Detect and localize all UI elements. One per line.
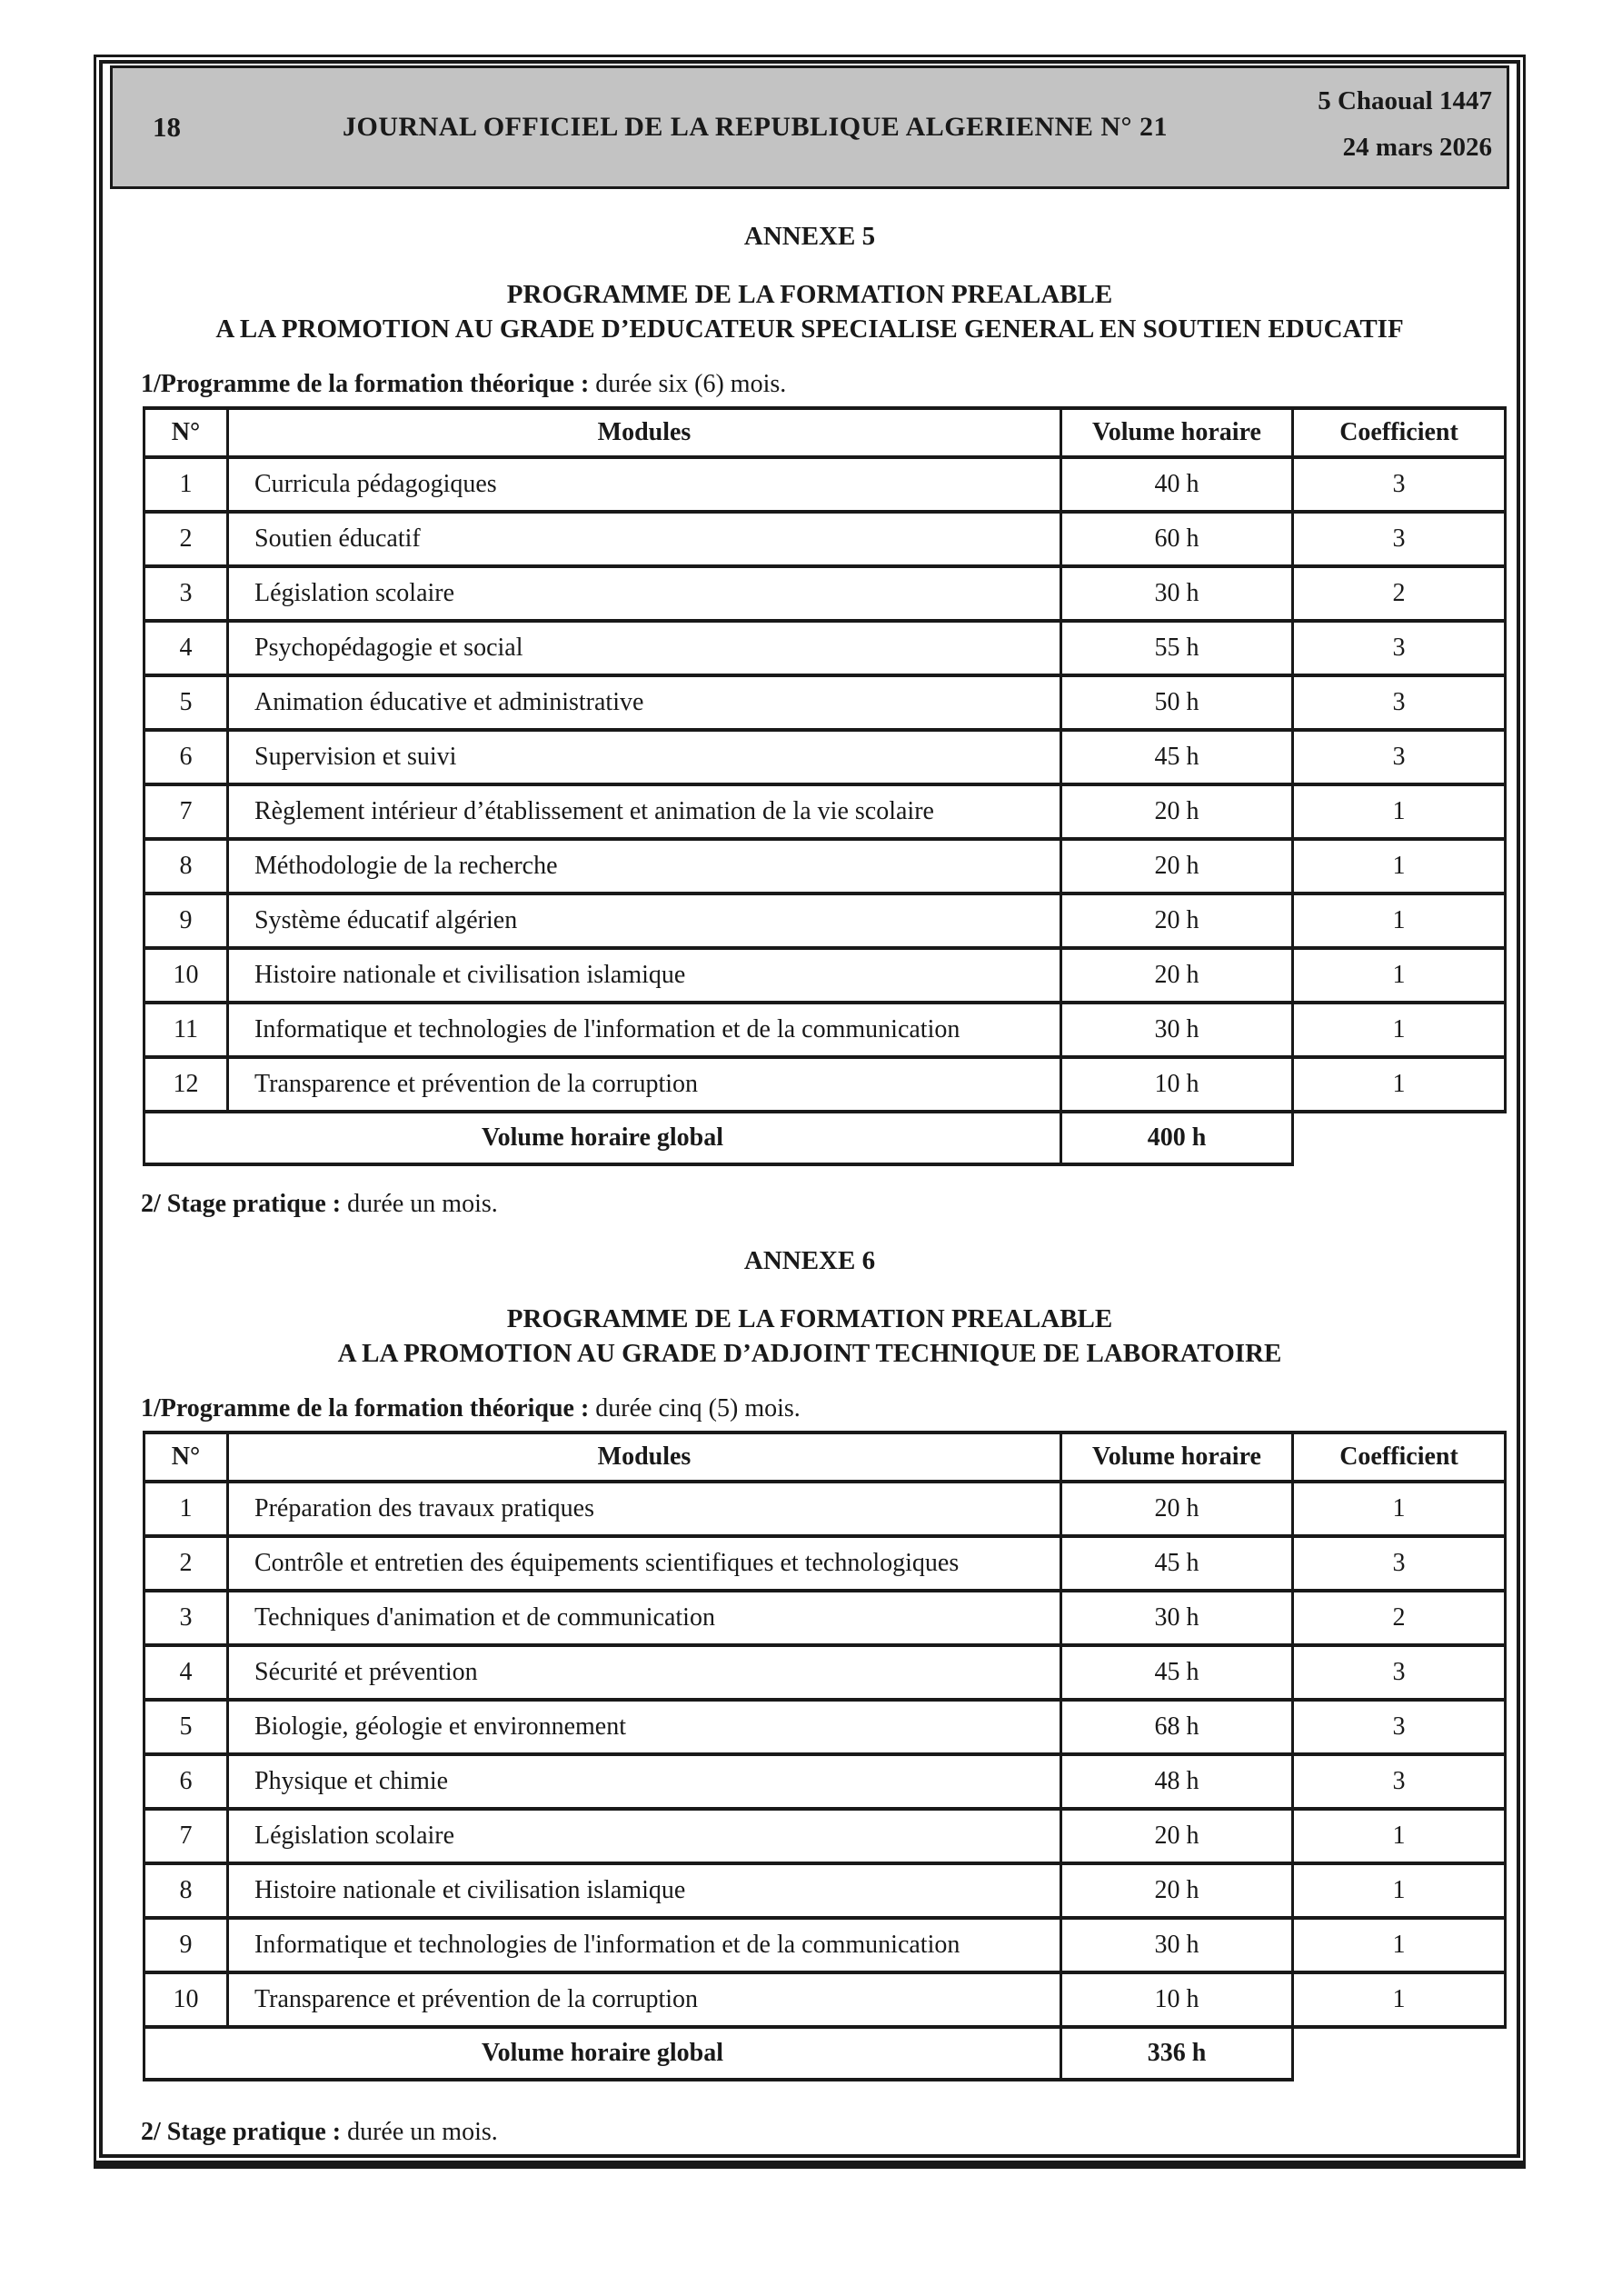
- coefficient-cell: 1: [1293, 1482, 1506, 1536]
- volume-cell: 30 h: [1061, 1003, 1293, 1057]
- module-name-cell: Soutien éducatif: [228, 512, 1061, 566]
- coefficient-cell: 2: [1293, 566, 1506, 621]
- total-row: [144, 2027, 1506, 2080]
- module-row: [144, 1918, 1506, 1972]
- module-name-cell: Système éducatif algérien: [228, 893, 1061, 948]
- total-row: [144, 1112, 1506, 1164]
- masthead-dates: [1318, 78, 1492, 171]
- module-row: [144, 948, 1506, 1003]
- volume-cell: 20 h: [1061, 1863, 1293, 1918]
- module-row: [144, 1591, 1506, 1645]
- row-number-cell: 1: [144, 457, 228, 512]
- coefficient-cell: 1: [1293, 893, 1506, 948]
- module-row: [144, 566, 1506, 621]
- annexe-5-title-line1: PROGRAMME DE LA FORMATION PREALABLE: [506, 280, 1113, 309]
- volume-cell: 20 h: [1061, 893, 1293, 948]
- volume-cell: 30 h: [1061, 1591, 1293, 1645]
- row-number-cell: 7: [144, 784, 228, 839]
- volume-cell: 48 h: [1061, 1754, 1293, 1809]
- row-number-cell: 10: [144, 948, 228, 1003]
- module-row: [144, 457, 1506, 512]
- col-header-volume: Volume horaire: [1061, 1433, 1293, 1482]
- module-row: [144, 1700, 1506, 1754]
- volume-cell: 20 h: [1061, 784, 1293, 839]
- coefficient-cell: 1: [1293, 839, 1506, 893]
- coefficient-cell: 3: [1293, 1754, 1506, 1809]
- module-row: [144, 1482, 1506, 1536]
- theory-text: durée six (6) mois.: [589, 370, 787, 398]
- coefficient-cell: 1: [1293, 784, 1506, 839]
- volume-cell: 45 h: [1061, 1645, 1293, 1700]
- module-name-cell: Préparation des travaux pratiques: [228, 1482, 1061, 1536]
- module-name-cell: Animation éducative et administrative: [228, 675, 1061, 730]
- volume-cell: 60 h: [1061, 512, 1293, 566]
- volume-cell: 10 h: [1061, 1057, 1293, 1112]
- theory-text: durée cinq (5) mois.: [589, 1394, 801, 1423]
- module-name-cell: Transparence et prévention de la corruption: [228, 1057, 1061, 1112]
- module-row: [144, 1057, 1506, 1112]
- module-name-cell: Histoire nationale et civilisation islamique: [228, 948, 1061, 1003]
- row-number-cell: 8: [144, 1863, 228, 1918]
- coefficient-cell: 3: [1293, 1536, 1506, 1591]
- module-name-cell: Informatique et technologies de l'information et de la communication: [228, 1918, 1061, 1972]
- table-header-row: [144, 1433, 1506, 1482]
- module-row: [144, 1863, 1506, 1918]
- annexe-5-modules-table: [143, 406, 1507, 1166]
- row-number-cell: 4: [144, 621, 228, 675]
- page-number: 18: [153, 111, 181, 143]
- coefficient-cell: 3: [1293, 457, 1506, 512]
- date-hijri: 5 Chaoual 1447: [1318, 86, 1492, 115]
- table-header-row: [144, 408, 1506, 457]
- volume-cell: 55 h: [1061, 621, 1293, 675]
- page-frame-inner: [99, 60, 1520, 2158]
- row-number-cell: 3: [144, 566, 228, 621]
- row-number-cell: 3: [144, 1591, 228, 1645]
- module-row: [144, 784, 1506, 839]
- volume-cell: 45 h: [1061, 1536, 1293, 1591]
- coefficient-cell: 1: [1293, 1972, 1506, 2027]
- page-frame: [94, 55, 1526, 2169]
- coefficient-cell: 2: [1293, 1591, 1506, 1645]
- row-number-cell: 10: [144, 1972, 228, 2027]
- module-row: [144, 512, 1506, 566]
- volume-cell: 40 h: [1061, 457, 1293, 512]
- module-name-cell: Informatique et technologies de l'information et de la communication: [228, 1003, 1061, 1057]
- total-label-cell: Volume horaire global: [144, 2027, 1061, 2080]
- masthead: [110, 65, 1509, 189]
- annexe-5-title-line2: A LA PROMOTION AU GRADE D’EDUCATEUR SPECIALISE GENERAL EN SOUTIEN EDUCATIF: [215, 314, 1404, 344]
- module-name-cell: Psychopédagogie et social: [228, 621, 1061, 675]
- coefficient-cell: 3: [1293, 675, 1506, 730]
- module-row: [144, 1536, 1506, 1591]
- coefficient-cell: 3: [1293, 621, 1506, 675]
- annexe-6-stage-paragraph: [141, 2118, 1504, 2147]
- col-header-num: N°: [144, 1433, 228, 1482]
- col-header-num: N°: [144, 408, 228, 457]
- coefficient-cell: 3: [1293, 1700, 1506, 1754]
- total-label-cell: Volume horaire global: [144, 1112, 1061, 1164]
- col-header-volume: Volume horaire: [1061, 408, 1293, 457]
- coefficient-cell: 1: [1293, 1918, 1506, 1972]
- stage-label: 2/ Stage pratique :: [141, 1190, 342, 1218]
- col-header-coefficient: Coefficient: [1293, 408, 1506, 457]
- row-number-cell: 11: [144, 1003, 228, 1057]
- col-header-modules: Modules: [228, 1433, 1061, 1482]
- volume-cell: 30 h: [1061, 1918, 1293, 1972]
- stage-label: 2/ Stage pratique :: [141, 2118, 342, 2146]
- volume-cell: 68 h: [1061, 1700, 1293, 1754]
- volume-cell: 20 h: [1061, 839, 1293, 893]
- row-number-cell: 6: [144, 1754, 228, 1809]
- module-name-cell: Transparence et prévention de la corruption: [228, 1972, 1061, 2027]
- coefficient-cell: 3: [1293, 1645, 1506, 1700]
- module-row: [144, 893, 1506, 948]
- row-number-cell: 8: [144, 839, 228, 893]
- module-name-cell: Législation scolaire: [228, 1809, 1061, 1863]
- theory-label: 1/Programme de la formation théorique :: [141, 1394, 590, 1423]
- col-header-coefficient: Coefficient: [1293, 1433, 1506, 1482]
- annexe-6-title: [115, 1302, 1504, 1371]
- module-name-cell: Législation scolaire: [228, 566, 1061, 621]
- coefficient-cell: 1: [1293, 948, 1506, 1003]
- annexe-6-title-line2: A LA PROMOTION AU GRADE D’ADJOINT TECHNIQUE DE LABORATOIRE: [337, 1339, 1282, 1368]
- module-row: [144, 839, 1506, 893]
- row-number-cell: 5: [144, 675, 228, 730]
- module-name-cell: Contrôle et entretien des équipements scientifiques et technologiques: [228, 1536, 1061, 1591]
- annexe-5-theory-paragraph: [141, 370, 1504, 399]
- module-row: [144, 1003, 1506, 1057]
- col-header-modules: Modules: [228, 408, 1061, 457]
- module-name-cell: Histoire nationale et civilisation islamique: [228, 1863, 1061, 1918]
- empty-cell: [1293, 2027, 1506, 2080]
- volume-cell: 50 h: [1061, 675, 1293, 730]
- stage-text: durée un mois.: [341, 1190, 498, 1218]
- annexe-6-label: ANNEXE 6: [743, 1246, 876, 1275]
- annexe-6-modules-table: [143, 1431, 1507, 2081]
- row-number-cell: 1: [144, 1482, 228, 1536]
- coefficient-cell: 1: [1293, 1003, 1506, 1057]
- module-row: [144, 621, 1506, 675]
- date-gregorian: 24 mars 2026: [1342, 133, 1492, 162]
- total-value-cell: 400 h: [1061, 1112, 1293, 1164]
- row-number-cell: 2: [144, 512, 228, 566]
- page-content: [108, 222, 1511, 2147]
- module-name-cell: Physique et chimie: [228, 1754, 1061, 1809]
- empty-cell: [1293, 1112, 1506, 1164]
- annexe-5-title: [115, 277, 1504, 346]
- volume-cell: 45 h: [1061, 730, 1293, 784]
- module-row: [144, 1809, 1506, 1863]
- coefficient-cell: 3: [1293, 730, 1506, 784]
- module-row: [144, 1972, 1506, 2027]
- row-number-cell: 12: [144, 1057, 228, 1112]
- volume-cell: 30 h: [1061, 566, 1293, 621]
- module-row: [144, 675, 1506, 730]
- annexe-5-stage-paragraph: [141, 1190, 1504, 1219]
- coefficient-cell: 1: [1293, 1863, 1506, 1918]
- annexe-6-theory-paragraph: [141, 1394, 1504, 1423]
- row-number-cell: 6: [144, 730, 228, 784]
- volume-cell: 20 h: [1061, 1482, 1293, 1536]
- stage-text: durée un mois.: [341, 2118, 498, 2146]
- module-row: [144, 1645, 1506, 1700]
- coefficient-cell: 1: [1293, 1057, 1506, 1112]
- module-name-cell: Curricula pédagogiques: [228, 457, 1061, 512]
- module-name-cell: Méthodologie de la recherche: [228, 839, 1061, 893]
- journal-title: JOURNAL OFFICIEL DE LA REPUBLIQUE ALGERIENNE N° 21: [343, 112, 1168, 142]
- module-name-cell: Sécurité et prévention: [228, 1645, 1061, 1700]
- module-name-cell: Règlement intérieur d’établissement et animation de la vie scolaire: [228, 784, 1061, 839]
- module-row: [144, 1754, 1506, 1809]
- volume-cell: 20 h: [1061, 1809, 1293, 1863]
- module-name-cell: Techniques d'animation et de communication: [228, 1591, 1061, 1645]
- row-number-cell: 9: [144, 1918, 228, 1972]
- module-name-cell: Supervision et suivi: [228, 730, 1061, 784]
- row-number-cell: 7: [144, 1809, 228, 1863]
- volume-cell: 20 h: [1061, 948, 1293, 1003]
- module-row: [144, 730, 1506, 784]
- total-value-cell: 336 h: [1061, 2027, 1293, 2080]
- row-number-cell: 4: [144, 1645, 228, 1700]
- row-number-cell: 5: [144, 1700, 228, 1754]
- theory-label: 1/Programme de la formation théorique :: [141, 370, 590, 398]
- row-number-cell: 2: [144, 1536, 228, 1591]
- module-name-cell: Biologie, géologie et environnement: [228, 1700, 1061, 1754]
- annexe-5-label: ANNEXE 5: [743, 222, 876, 251]
- coefficient-cell: 3: [1293, 512, 1506, 566]
- annexe-6-title-line1: PROGRAMME DE LA FORMATION PREALABLE: [506, 1304, 1113, 1333]
- volume-cell: 10 h: [1061, 1972, 1293, 2027]
- row-number-cell: 9: [144, 893, 228, 948]
- coefficient-cell: 1: [1293, 1809, 1506, 1863]
